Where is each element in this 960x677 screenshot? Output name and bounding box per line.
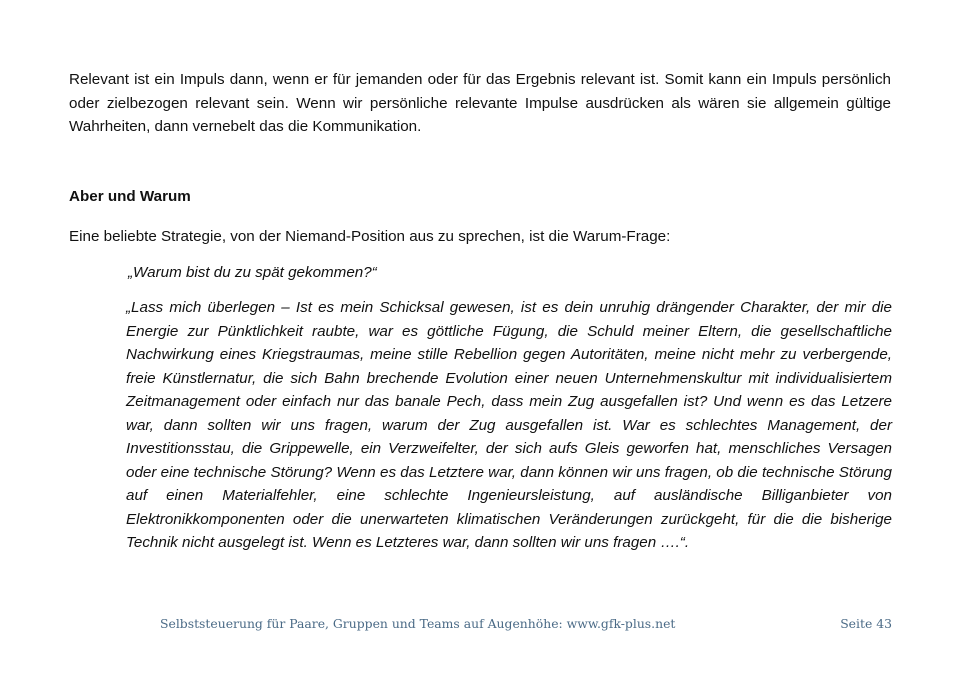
quote-answer: „Lass mich überlegen – Ist es mein Schicksal gewesen, ist es dein unruhig drängender Charakter, der mir die Energie zur Pünktlichkeit raubte, war es göttliche Fügung, die Schuld meiner Eltern, die gesellschaftliche Nachwirkung eines Kriegstraumas, meine stille Rebellion gegen Autoritäten, meine nicht mehr zu verbergende, freie Künstlernatur, die sich Bahn brechende Evolution einer neuen Unternehmenskultur mit individualisiertem Zeitmanagement oder einfach nur das banale Pech, dass mein Zug ausgefallen ist? Und wenn es das Letzere war, dann sollten wir uns fragen, warum der Zug ausgefallen ist. War es schlechtes Management, der Investitionsstau, die Grippewelle, ein Verzweifelter, der sich aufs Gleis geworfen hat, menschliches Versagen oder eine technische Störung? Wenn es das Letztere war, dann können wir uns fragen, ob die technische Störung auf einen Materialfehler, eine schlechte Ingenieursleistung, auf ausländische Billiganbieter von Elektronikkomponenten oder die unerwarteten klimatischen Veränderungen zurückgeht, für die die bisherige Technik nicht ausgelegt ist. Wenn es Letzteres war, dann sollten wir uns fragen ….“. <box>126 299 892 551</box>
intro-paragraph: Relevant ist ein Impuls dann, wenn er für jemanden oder für das Ergebnis relevant ist. Somit kann ein Impuls persönlich oder zielbezogen relevant sein. Wenn wir persönliche relevante Impulse ausdrücken als wären sie allgemein gültige Wahrheiten, dann vernebelt das die Kommunikation. <box>69 71 891 135</box>
lead-paragraph: Eine beliebte Strategie, von der Niemand-Position aus zu sprechen, ist die Warum-Frage: <box>69 228 671 245</box>
page-number: Seite 43 <box>840 616 892 631</box>
section-heading: Aber und Warum <box>69 188 191 205</box>
footer-title: Selbststeuerung für Paare, Gruppen und Teams auf Augenhöhe: www.gfk-plus.net <box>160 616 676 631</box>
quote-question: „Warum bist du zu spät gekommen?“ <box>128 264 377 281</box>
